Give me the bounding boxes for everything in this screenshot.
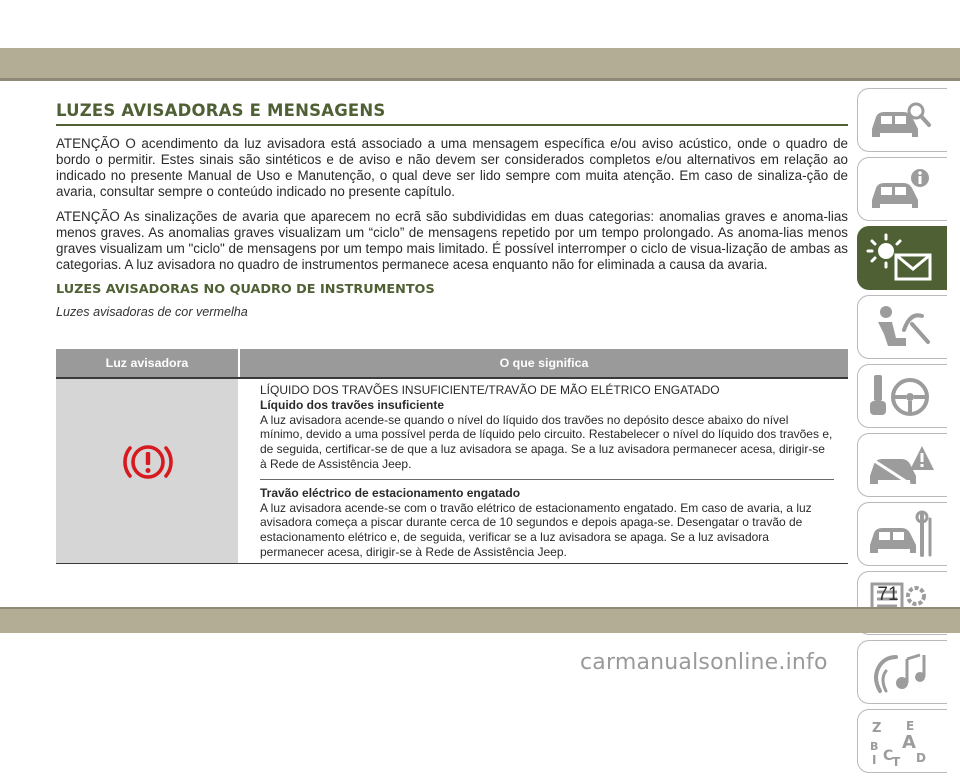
header-band-rule: [0, 78, 960, 81]
multimedia-icon: [866, 647, 936, 699]
tab-servicing[interactable]: [857, 502, 947, 566]
page-top-margin: [0, 0, 960, 48]
attention-paragraph-1: ATENÇÃO O acendimento da luz avisadora está associado a uma mensagem específica e/ou aviso acústico, onde o quadro de bordo o permitir. Estes sinais são sintéticos e de aviso e não devem ser considerados completos e/ou alternativos em relação ao indicado no presente Manual de Uso e Manutenção, o qual deve ser lido sempre com muita atenção. Em caso de sinaliza-ção de avaria, consultar sempre o conteúdo indicado no presente capítulo.: [56, 136, 848, 199]
entry-text: A luz avisadora acende-se com o travão elétrico de estacionamento engatado. Em caso de avaria, a luz avisadora começa a piscar durante cerca de 10 segundos e depois apaga-se. Desengatar o travão de estacionamento elétrico e, de seguida, verificar se a luz avisadora se apaga. Se a luz avisadora permanecer acesa, dirigir-se à Rede de Assistência Jeep.: [260, 500, 812, 559]
table-caption: Luzes avisadoras de cor vermelha: [56, 305, 248, 319]
index-letter-a: A: [902, 732, 916, 753]
chapter-tabs: [857, 88, 949, 778]
index-letter-t: T: [892, 755, 901, 769]
car-hazard-icon: [866, 440, 936, 492]
index-letter-b: B: [870, 740, 879, 753]
tab-warning-lights[interactable]: [857, 226, 947, 290]
entry-brake-fluid: [260, 379, 834, 480]
footer-band: [0, 609, 960, 633]
index-letter-z: Z: [872, 721, 882, 736]
tab-car-search[interactable]: [857, 88, 947, 152]
index-letter-i: I: [872, 753, 877, 767]
entry-bold-title: Líquido dos travões insuficiente: [260, 397, 445, 412]
entry-text: A luz avisadora acende-se quando o nível do líquido dos travões no depósito desce abaixo do nível mínimo, devido a uma possível perda de líquido pelo circuito. Restabelecer o nível do líquido dos travões e, de seguida, certificar-se de que a luz avisadora se apaga. Se a luz avisadora permanecer acesa, dirigir-se à Rede de Assistência Jeep.: [260, 412, 833, 471]
tab-index[interactable]: [857, 709, 947, 773]
tab-multimedia[interactable]: [857, 640, 947, 704]
subsection-title: LUZES AVISADORAS NO QUADRO DE INSTRUMENTOS: [56, 282, 435, 297]
entry-parking-brake: [260, 480, 834, 560]
index-letter-d: D: [916, 751, 926, 765]
tab-car-info[interactable]: [857, 157, 947, 221]
index-letter-e: E: [906, 719, 915, 733]
brake-warning-icon: [120, 438, 176, 486]
airbag-seat-icon: [866, 302, 936, 354]
header-band: [0, 48, 960, 78]
section-title: LUZES AVISADORAS E MENSAGENS: [56, 101, 386, 120]
key-steering-wheel-icon: [866, 371, 936, 423]
table-bottom-rule: [56, 563, 848, 564]
table-header-row: [56, 349, 848, 377]
warning-light-message-icon: [866, 233, 938, 285]
tab-starting-driving[interactable]: [857, 364, 947, 428]
warning-lights-table: [56, 349, 848, 564]
tab-safety[interactable]: [857, 295, 947, 359]
car-info-icon: [866, 164, 936, 216]
header-warning-light: Luz avisadora: [105, 356, 189, 370]
header-meaning: O que significa: [238, 349, 848, 377]
alphabetical-index-icon: [866, 716, 936, 768]
entry-bold-title: Travão eléctrico de estacionamento engatado: [260, 485, 521, 500]
title-underline: [56, 124, 848, 126]
attention-paragraph-2: ATENÇÃO As sinalizações de avaria que aparecem no ecrã são subdivididas em duas categorias: anomalias graves e anoma-lias menos graves. As anomalias graves visualizam um “ciclo” de mensagens repetido por um tempo prolongado. As anoma-lias menos graves visualizam um "ciclo" de mensagens por um tempo mais limitado. É possível interromper o ciclo de visua-lização de ambas as categorias. A luz avisadora no quadro de instrumentos permanece acesa enquanto não for eliminada a causa da avaria.: [56, 209, 848, 272]
entry-caps-title: LÍQUIDO DOS TRAVÕES INSUFICIENTE/TRAVÃO DE MÃO ELÉTRICO ENGATADO: [260, 383, 720, 397]
meaning-cell: [238, 379, 848, 563]
watermark: carmanualsonline.info: [580, 650, 828, 675]
car-search-icon: [866, 95, 936, 147]
tab-emergency[interactable]: [857, 433, 947, 497]
car-tools-icon: [866, 509, 936, 561]
index-letter-c: C: [883, 748, 894, 764]
page-content: [56, 100, 848, 320]
page-number: 71: [877, 584, 899, 605]
table-row: [56, 379, 848, 563]
warning-light-cell: [56, 379, 238, 563]
